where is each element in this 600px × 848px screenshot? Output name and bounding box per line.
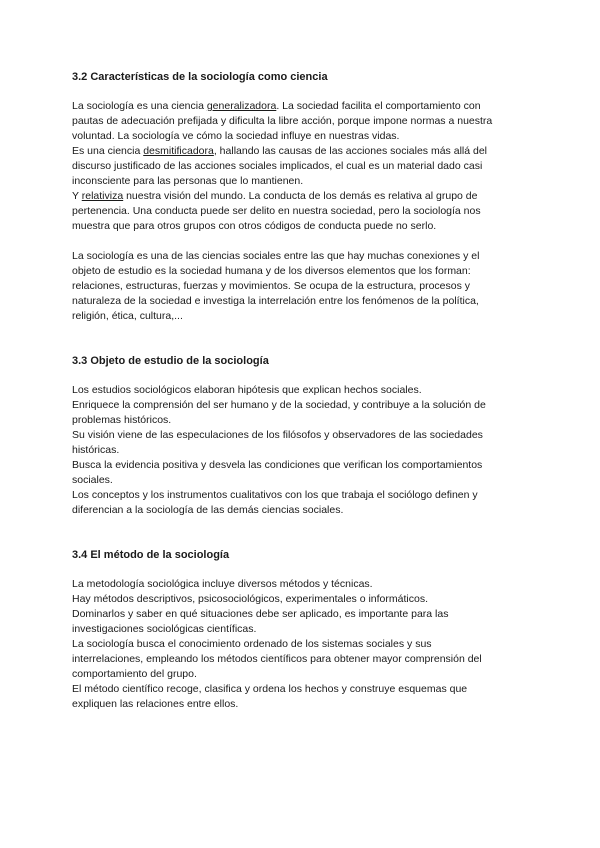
underlined-term: relativiza — [81, 190, 124, 202]
paragraph: La sociología es una de las ciencias sociales entre las que hay muchas conexiones y el objeto de estudio es la sociedad humana y de los diversos elementos que los forman: relaciones, estructuras, fuerzas y movimientos. Se ocupa de la estructura, procesos y naturaleza de la sociedad e investiga la interrelación entre los fenómenos de la política, religión, ética, cultura,... — [72, 250, 480, 322]
underlined-term: generalizadora — [206, 100, 277, 112]
underlined-term: desmitificadora — [143, 145, 214, 157]
section-heading: 3.2 Características de la sociología como ciencia — [72, 71, 328, 83]
section-3-2 — [72, 70, 522, 324]
paragraph: La metodología sociológica incluye diversos métodos y técnicas. Hay métodos descriptivos, psicosociológicos, experimentales o informáticos. Dominarlos y saber en qué situaciones debe ser aplicado, es importante para las investigaciones sociológicas científicas. La sociología busca el conocimiento ordenado de los sistemas sociales y sus interrelaciones, empleando los métodos científicos para obtener mayor comprensión del comportamiento del grupo. El método científico recoge, clasifica y ordena los hechos y construye esquemas que expliquen las relaciones entre ellos. — [72, 578, 482, 710]
section-3-4 — [72, 548, 522, 712]
document-page — [72, 70, 522, 712]
section-heading: 3.4 El método de la sociología — [72, 549, 230, 561]
paragraph: La sociología es una ciencia generalizadora. La sociedad facilita el comportamiento con pautas de adecuación prefijada y dificulta la libre acción, porque impone normas a nuestra voluntad. La sociología ve cómo la sociedad influye en nuestras vidas. Es una ciencia desmitificadora, hallando las causas de las acciones sociales más allá del discurso justificado de las acciones sociales implicados, el cual es un material dado casi inconsciente para las personas que lo mantienen. Y relativiza nuestra visión del mundo. La conducta de los demás es relativa al grupo de pertenencia. Una conducta puede ser delito en nuestra sociedad, pero la sociología nos muestra que para otros grupos con otros códigos de conducta puede no serlo. — [72, 100, 493, 232]
section-3-3 — [72, 354, 522, 518]
paragraph: Los estudios sociológicos elaboran hipótesis que explican hechos sociales. Enriquece la comprensión del ser humano y de la sociedad, y contribuye a la solución de problemas históricos. Su visión viene de las especulaciones de los filósofos y observadores de las sociedades históricas. Busca la evidencia positiva y desvela las condiciones que verifican los comportamientos sociales. Los conceptos y los instrumentos cualitativos con los que trabaja el sociólogo definen y diferencian a la sociología de las demás ciencias sociales. — [72, 384, 486, 516]
section-heading: 3.3 Objeto de estudio de la sociología — [72, 355, 269, 367]
